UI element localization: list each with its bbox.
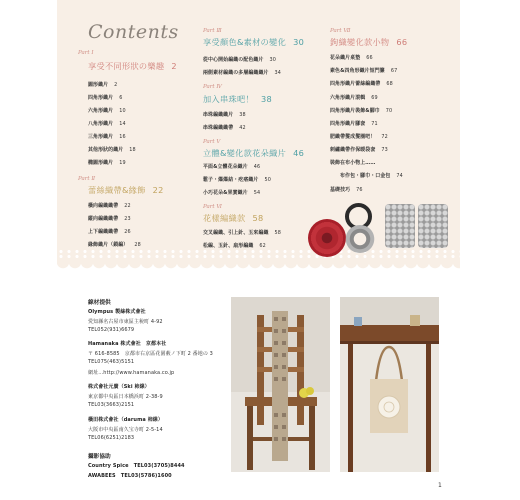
toc-entry[interactable] [88, 215, 131, 222]
chair-scarf-photo [231, 297, 330, 472]
part-1-title[interactable] [88, 61, 177, 72]
toc-entry-text: 串珠編織織帶 [203, 125, 234, 131]
toc-entry[interactable] [203, 111, 246, 118]
toc-entry[interactable] [330, 186, 363, 193]
part-7-page: 66 [396, 37, 408, 47]
part-7-title-text: 鉤織變化款小物 [330, 37, 390, 47]
toc-entry-text: 四角形織片 [88, 95, 114, 101]
toc-entry-page: 46 [253, 164, 261, 170]
toc-entry-text: 素色&四角形織片短門簾 [330, 68, 385, 74]
toc-entry-page: 19 [119, 160, 126, 166]
photo-cooperation-heading: 攝影協助 [88, 454, 111, 460]
scrunchie-photo [345, 225, 375, 253]
part-4-title[interactable] [203, 94, 272, 105]
page-number: 1 [438, 482, 442, 489]
part-1-title-text: 享受不同形狀の樂趣 [88, 61, 165, 71]
toc-entry[interactable] [340, 172, 403, 179]
part-2-page: 22 [152, 185, 164, 195]
toc-entry-text: 刺繡織帶作保暖袋套 [330, 147, 376, 153]
toc-entry-text: 緣飾織片（鎖編） [88, 242, 129, 248]
toc-entry[interactable] [330, 67, 397, 74]
toc-entry-text: 從中心開始編織の配色織片 [203, 57, 264, 63]
toc-entry-page: 72 [381, 134, 388, 140]
toc-entry-page: 70 [385, 108, 393, 114]
toc-entry[interactable] [88, 133, 126, 140]
toc-entry[interactable] [330, 94, 378, 101]
credit-line: TEL075(463)5151 [88, 359, 135, 365]
tote-bag-photo [340, 297, 439, 472]
toc-entry-page: 73 [381, 147, 388, 153]
part-7-label: Part Ⅶ [330, 28, 351, 34]
toc-entry-page: 26 [124, 229, 131, 235]
toc-entry-page: 66 [366, 55, 373, 61]
part-5-label: Part Ⅴ [203, 139, 221, 145]
scalloped-edge [57, 262, 460, 274]
toc-entry-page: 42 [239, 125, 246, 131]
toc-entry[interactable] [330, 54, 373, 61]
part-6-page: 58 [252, 213, 264, 223]
tote-bag-illustration [340, 297, 439, 472]
toc-entry-text: 花朵織片桌墊 [330, 55, 361, 61]
toc-entry[interactable] [88, 120, 126, 127]
toc-entry-text: 六角形織片 [88, 108, 114, 114]
toc-entry-text: 八角形織片 [88, 121, 114, 127]
toc-entry[interactable] [88, 159, 126, 166]
wrist-warmer-photo-left [385, 204, 415, 248]
credit-line: TEL03(3663)2151 [88, 402, 135, 408]
toc-entry[interactable] [203, 176, 271, 183]
toc-entry-text: 串珠編織織片 [203, 112, 234, 118]
part-3-title-text: 享受顏色&素材の變化 [203, 37, 287, 47]
part-6-label: Part Ⅵ [203, 204, 222, 210]
toc-entry-page: 14 [119, 121, 126, 127]
toc-entry-page: 62 [259, 243, 266, 249]
toc-entry-page: 16 [119, 134, 126, 140]
credit-line: Hamanaka 株式會社 京都本社 [88, 341, 167, 347]
toc-entry-text: 布作包・腳巾・口金包 [340, 173, 391, 179]
toc-entry-page: 67 [390, 68, 398, 74]
part-5-title[interactable] [203, 148, 304, 159]
credit-line: 東京都中央區日本橋浜町 2-38-9 [88, 394, 163, 400]
toc-entry-page: 10 [119, 108, 126, 114]
toc-entry[interactable] [203, 242, 266, 249]
toc-entry-page: 68 [386, 81, 393, 87]
toc-entry-text: 六角形織片滾輯 [330, 95, 366, 101]
toc-entry-text: 交叉編織、引上針、玉來編織 [203, 230, 269, 236]
credit-line: Country Spice TEL03(3705)8444 [88, 463, 185, 469]
toc-entry-text: 松編、玉針、扇形編織 [203, 243, 254, 249]
toc-entry[interactable] [203, 124, 246, 131]
part-1-label: Part Ⅰ [78, 50, 94, 56]
toc-entry[interactable] [330, 159, 381, 166]
toc-entry-page: 71 [371, 121, 378, 127]
toc-entry-page: 23 [124, 216, 131, 222]
credit-line: AWABEES TEL03(5786)1600 [88, 473, 172, 479]
chair-scarf-illustration [231, 297, 330, 472]
toc-entry-page: 54 [253, 190, 261, 196]
toc-entry-page: 58 [274, 230, 282, 236]
toc-entry-text: 平面&立體花朵織片 [203, 164, 248, 170]
toc-entry[interactable] [330, 107, 392, 114]
toc-entry[interactable] [203, 56, 276, 63]
part-1-page: 2 [171, 61, 177, 71]
part-3-title[interactable] [203, 37, 304, 48]
toc-entry[interactable] [88, 241, 141, 248]
red-flower-motif-photo [308, 219, 346, 257]
credit-line: Olympus 製絲株式會社 [88, 309, 146, 315]
toc-entry[interactable] [88, 202, 131, 209]
part-4-title-text: 加入串珠吧！ [203, 94, 254, 104]
toc-entry[interactable] [88, 94, 122, 101]
toc-entry-text: 其他形狀的織片 [88, 147, 124, 153]
toc-entry-text: 橫向編織織帶 [88, 203, 119, 209]
toc-entry[interactable] [330, 120, 378, 127]
toc-entry[interactable] [203, 229, 281, 236]
toc-entry[interactable] [330, 146, 388, 153]
toc-entry-page: 74 [396, 173, 403, 179]
toc-entry[interactable] [88, 228, 131, 235]
credit-line: TEL052(931)6679 [88, 327, 135, 333]
credit-line: 大阪市中央區南久宝寺町 2-5-14 [88, 427, 163, 433]
toc-entry-text: 兩側素材編織の多層編織織片 [203, 70, 269, 76]
toc-entry-page: 2 [114, 82, 118, 88]
part-4-page: 38 [260, 94, 272, 104]
toc-entry-text: 上下編織織帶 [88, 229, 119, 235]
website-link[interactable]: 網址…http://www.hamanaka.co.jp [88, 370, 175, 376]
toc-entry-page: 69 [371, 95, 378, 101]
contents-title: Contents [88, 21, 179, 43]
toc-entry-page: 50 [264, 177, 271, 183]
part-2-label: Part Ⅱ [78, 176, 96, 182]
toc-entry-text: 小巧花朵&果實織片 [203, 190, 248, 196]
toc-entry[interactable] [330, 133, 388, 140]
toc-entry-text: 基礎技巧 [330, 187, 351, 193]
credit-line: 橫田株式會社（daruma 柿線） [88, 417, 164, 423]
part-3-page: 30 [293, 37, 305, 47]
toc-entry-text: 圓形織片 [88, 82, 109, 88]
toc-entry[interactable] [203, 69, 281, 76]
toc-entry-text: 裝飾在布小物上…… [330, 160, 376, 166]
credit-line: 愛知縣名古屋市東區主稅町 4-92 [88, 319, 163, 325]
toc-entry[interactable] [88, 81, 117, 88]
toc-entry-page: 22 [124, 203, 131, 209]
toc-entry-page: 34 [274, 70, 282, 76]
toc-entry-text: 鬆子・爆爆結・疙瘩織片 [203, 177, 259, 183]
toc-entry[interactable] [88, 146, 136, 153]
toc-entry-page: 38 [239, 112, 246, 118]
toc-entry[interactable] [203, 163, 260, 170]
part-5-title-text: 立體&變化款花朵織片 [203, 148, 287, 158]
materials-heading: 線材提供 [88, 300, 111, 306]
wrist-warmer-photo-right [418, 204, 448, 248]
toc-entry-page: 18 [129, 147, 136, 153]
part-2-title[interactable] [88, 185, 164, 196]
toc-entry-text: 縱向編織織帶 [88, 216, 119, 222]
toc-entry-text: 橢圓形織片 [88, 160, 114, 166]
toc-entry-text: 肥織帶髮成髮圈吧！ [330, 134, 376, 140]
toc-entry-text: 三角形織片 [88, 134, 114, 140]
credit-line: 株式會社元廣（Ski 柿線） [88, 384, 150, 390]
toc-entry-page: 28 [134, 242, 141, 248]
toc-entry[interactable] [330, 80, 393, 87]
part-5-page: 46 [293, 148, 305, 158]
toc-entry[interactable] [88, 107, 126, 114]
part-2-title-text: 蕾絲織帶&緣飾 [88, 185, 146, 195]
toc-entry[interactable] [203, 189, 260, 196]
toc-entry-page: 76 [356, 187, 363, 193]
lace-border-pattern [57, 249, 460, 259]
credit-line: TEL06(6251)2183 [88, 435, 135, 441]
toc-entry-page: 30 [269, 57, 277, 63]
toc-entry-text: 四角形織片蕾絲編織帶 [330, 81, 381, 87]
part-7-title[interactable] [330, 37, 407, 48]
credit-line: 〒 616-8585 京都市右京區花園薮ノ下町 2 番地の 3 [88, 351, 213, 357]
part-6-title-text: 花樣編織款 [203, 213, 246, 223]
part-6-title[interactable] [203, 213, 263, 224]
toc-entry-page: 6 [119, 95, 123, 101]
part-3-label: Part Ⅲ [203, 28, 222, 34]
toc-entry-text: 四角形織片腳套 [330, 121, 366, 127]
toc-entry-text: 四角形織片裝飾&腳巾 [330, 108, 380, 114]
part-4-label: Part Ⅳ [203, 84, 222, 90]
